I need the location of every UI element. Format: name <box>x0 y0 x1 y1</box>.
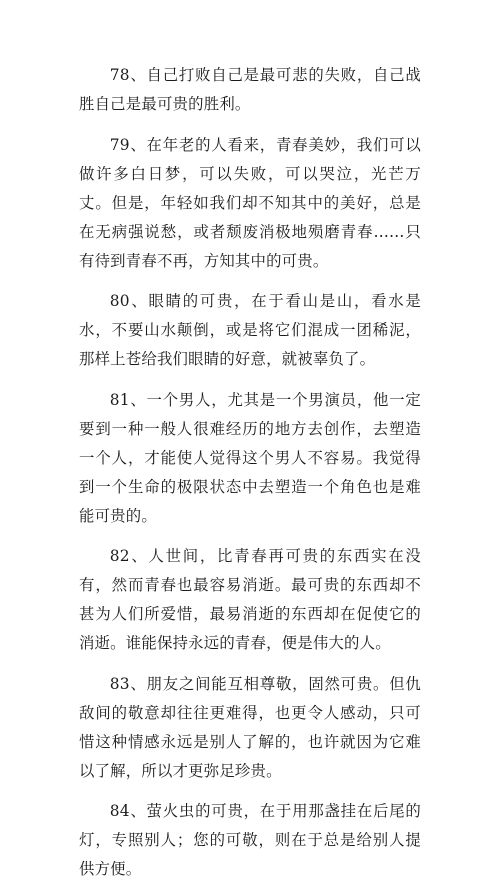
quote-paragraph-84: 84、萤火虫的可贵，在于用那盏挂在后尾的灯，专照别人；您的可敬，则在于总是给别人提供方便。 <box>79 802 421 878</box>
quote-paragraph-80: 80、眼睛的可贵，在于看山是山，看水是水，不要山水颠倒，或是将它们混成一团稀泥，那样上苍给我们眼睛的好意，就被辜负了。 <box>79 292 421 368</box>
quote-paragraph-79: 79、在年老的人看来，青春美妙，我们可以做许多白日梦，可以失败，可以哭泣，光芒万丈。但是，年轻如我们却不知其中的美好，总是在无病强说愁，或者颓废消极地殒磨青春……只有待到青春不再，方知其中的可贵。 <box>79 135 421 270</box>
quote-paragraph-83: 83、朋友之间能互相尊敬，固然可贵。但仇敌间的敬意却往往更难得，也更令人感动，只可惜这种情感永远是别人了解的，也许就因为它难以了解，所以才更弥足珍贵。 <box>79 674 421 780</box>
quote-paragraph-78: 78、自己打败自己是最可悲的失败，自己战胜自己是最可贵的胜利。 <box>79 66 421 113</box>
document-body <box>79 61 421 896</box>
quote-paragraph-82: 82、人世间，比青春再可贵的东西实在没有，然而青春也最容易消逝。最可贵的东西却不甚为人们所爱惜，最易消逝的东西却在促使它的消逝。谁能保持永远的青春，便是伟大的人。 <box>79 547 421 652</box>
quote-paragraph-81: 81、一个男人，尤其是一个男演员，他一定要到一种一般人很难经历的地方去创作，去塑造一个人，才能使人觉得这个男人不容易。我觉得到一个生命的极限状态中去塑造一个角色也是难能可贵的。 <box>79 390 421 525</box>
